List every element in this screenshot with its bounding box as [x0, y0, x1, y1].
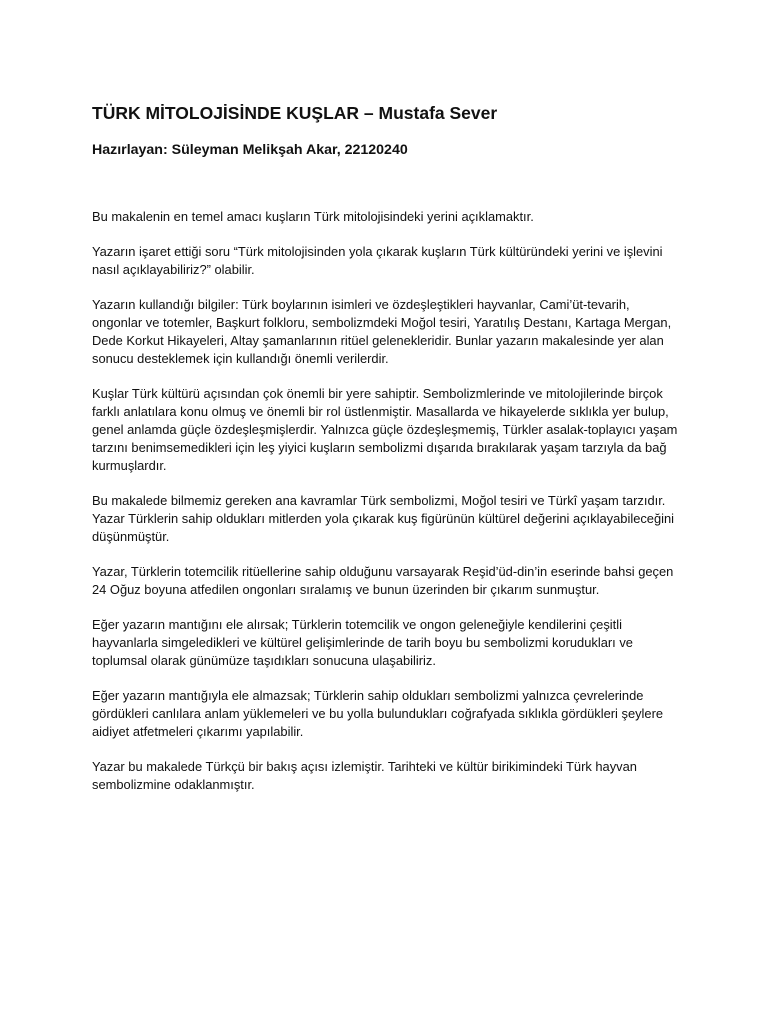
paragraph-if-rejected: Eğer yazarın mantığıyla ele almazsak; Türklerin sahip oldukları sembolizmi yalnızca çevrelerinde gördükleri canlılara anlam yüklemeleri ve bu yolla bulundukları coğrafyada sıklıkla gördükleri şeylere aidiyet atfetmeleri çıkarımı yapılabilir.	[92, 688, 664, 739]
paragraph-birds-importance: Kuşlar Türk kültürü açısından çok önemli bir yere sahiptir. Sembolizmlerinde ve mitolojilerinde birçok farklı anlatılara konu olmuş ve önemli bir rol üstlenmiştir. Masallarda ve hikayelerde sıklıkla yer bulup, genel anlamda güçle özdeşleşmişlerdir. Yalnızca güçle özdeşleşmemiş, Türkler asalak-toplayıcı yaşam tarzını benimsemedikleri için leş yiyici kuşların sembolizmi dışarıda bırakılarak yaşam tarzıyla da bağ kurmuşlardır.	[92, 386, 678, 473]
document-title: TÜRK MİTOLOJİSİNDE KUŞLAR – Mustafa Sever	[92, 103, 498, 123]
document-body	[92, 208, 682, 794]
paragraph-key-concepts: Bu makalede bilmemiz gereken ana kavramlar Türk sembolizmi, Moğol tesiri ve Türkî yaşam tarzıdır. Yazar Türklerin sahip oldukları mitlerden yola çıkarak kuş figürünün kültürel değerini açıklayabileceğini düşünmüştür.	[92, 493, 675, 544]
document-author-line: Hazırlayan: Süleyman Melikşah Akar, 22120240	[92, 142, 408, 158]
paragraph-research-question: Yazarın işaret ettiği soru “Türk mitolojisinden yola çıkarak kuşların Türk kültüründeki yerini ve işlevini nasıl açıklayabiliriz?” olabilir.	[92, 244, 663, 277]
paragraph-totemism: Yazar, Türklerin totemcilik ritüellerine sahip olduğunu varsayarak Reşid’üd-din’in eserinde bahsi geçen 24 Oğuz boyuna atfedilen ongonları sıralamış ve bunun üzerinden bir çıkarım sunmuştur.	[92, 564, 674, 597]
document-content	[92, 100, 682, 811]
paragraph-perspective: Yazar bu makalede Türkçü bir bakış açısı izlemiştir. Tarihteki ve kültür birikimindeki Türk hayvan sembolizmine odaklanmıştır.	[92, 759, 637, 792]
paragraph-sources: Yazarın kullandığı bilgiler: Türk boylarının isimleri ve özdeşleştikleri hayvanlar, Cami’üt-tevarih, ongonlar ve totemler, Başkurt folkloru, sembolizmdeki Moğol tesiri, Yaratılış Destanı, Kartaga Mergan, Dede Korkut Hikayeleri, Altay şamanlarının ritüel gelenekleridir. Bunlar yazarın makalesinde yer alan sonucu desteklemek için kullandığı önemli verilerdir.	[92, 297, 672, 366]
paragraph-if-accepted: Eğer yazarın mantığını ele alırsak; Türklerin totemcilik ve ongon geleneğiyle kendilerini çeşitli hayvanlarla simgeledikleri ve kültürel gelişimlerinde de tarih boyu bu sembolizmi korudukları ve toplumsal olarak günümüze taşıdıkları sonucuna ulaşabiliriz.	[92, 617, 633, 668]
paragraph-purpose: Bu makalenin en temel amacı kuşların Türk mitolojisindeki yerini açıklamaktır.	[92, 209, 534, 224]
